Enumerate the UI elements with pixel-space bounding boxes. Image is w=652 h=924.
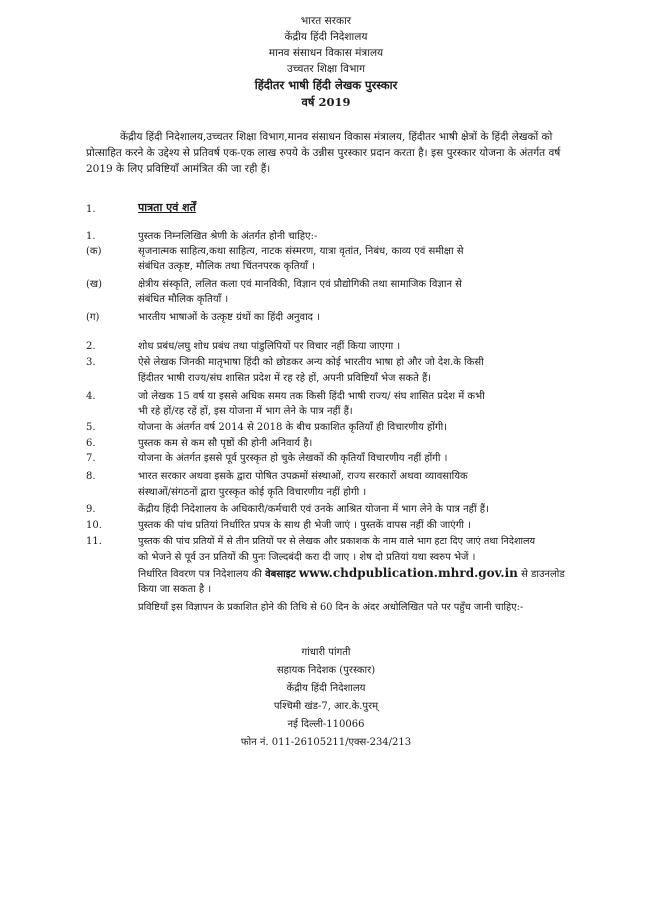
item-text: पुस्तक कम से कम सौ पृष्ठों की होनी अनिवार्य है। [138, 438, 313, 449]
download-pre: निर्धारित विवरण पत्र निदेशालय की [138, 569, 262, 580]
phone-number: फोन नं. 011-26105211/एक्स-234/213 [240, 737, 412, 748]
item-number: 6. [86, 438, 96, 449]
item-text: संबंधित मौलिक कृतियाँ । [138, 294, 229, 305]
item-number: 4. [86, 391, 96, 402]
item-text: संस्थाओं/संगठनों द्वारा पुरस्कृत कोई कृति विचारणीय नहीं होगी । [138, 487, 367, 498]
item-number: (क) [86, 246, 102, 257]
website-url[interactable]: www.chdpublication.mhrd.gov.in [298, 566, 518, 580]
item-text: योजना के अंतर्गत वर्ष 2014 से 2018 के बीच प्रकाशित कृतियाँ ही विचारणीय होंगी। [138, 422, 447, 433]
item-text: जो लेखक 15 वर्ष या इससे अधिक समय तक किसी हिंदी भाषी राज्य/ संघ शासित प्रदेश में कभी [138, 391, 485, 402]
item-text: केंद्रीय हिंदी निदेशालय के अधिकारी/कर्मचारी एवं उनके आश्रित योजना में भाग लेने के पात्र नहीं हैं। [138, 504, 489, 515]
award-title: हिंदीतर भाषी हिंदी लेखक पुरस्कार [254, 78, 398, 92]
office-name: केंद्रीय हिंदी निदेशालय [286, 683, 366, 694]
item-number: 11. [86, 536, 102, 547]
item-text: संबंधित उत्कृष्ट, मौलिक तथा चिंतनपरक कृतियाँ । [138, 261, 315, 272]
item-text: भारतीय भाषाओं के उत्कृष्ट ग्रंथों का हिंदी अनुवाद । [138, 312, 320, 323]
item-text: भारत सरकार अथवा इसके द्वारा पोषित उपक्रमों संस्थाओं, राज्य सरकारों अथवा व्यावसायिक [138, 471, 468, 482]
item-number: 2. [86, 341, 96, 352]
item-text: भी रहे हों/रह रहें हों, इस योजना में भाग लेने के पात्र नहीं हैं। [138, 406, 353, 417]
item-number: 1. [86, 231, 96, 242]
header-department: उच्चतर शिक्षा विभाग [286, 63, 365, 75]
item-number: 9. [86, 504, 96, 515]
item-text: योजना के अंतर्गत इससे पूर्व पुरस्कृत हो चुके लेखकों की कृतियाँ विचारणीय नहीं होंगी । [138, 453, 448, 464]
item-text: शोध प्रबंध/लघु शोध प्रबंध तथा पांडुलिपियों पर विचार नहीं किया जाएगा । [138, 341, 401, 352]
website-label: वेबसाइट [265, 569, 296, 580]
deadline-text: प्रविष्टियाँ इस विज्ञापन के प्रकाशित होने की तिथि से 60 दिन के अंदर अधोलिखित पते पर पहुँच जानी चाहिए:- [138, 602, 524, 613]
item-number: (ख) [86, 279, 102, 290]
award-year: वर्ष 2019 [301, 95, 351, 109]
header-govt: भारत सरकार [300, 15, 352, 27]
download-line-2: किया जा सकता है । [138, 584, 212, 595]
header-directorate: केंद्रीय हिंदी निदेशालय [284, 31, 368, 43]
item-number: 8. [86, 471, 96, 482]
address-line-2: नई दिल्ली-110066 [287, 719, 365, 730]
download-post: से डाउनलोड [521, 569, 565, 580]
intro-line-2: प्रोत्साहित करने के उद्देश्य से प्रतिवर्ष एक-एक लाख रुपये के उन्नीस पुरस्कार प्रदान करता है। इस पुरस्कार योजना के अंतर्गत वर्ष [86, 147, 561, 159]
item-text: पुस्तक की पांच प्रतियां निर्धारित प्रपत्र के साथ ही भेजी जाएं । पुस्तकें वापस नहीं की जाएंगी । [138, 520, 471, 531]
header-ministry: मानव संसाधन विकास मंत्रालय [268, 47, 384, 59]
item-text: ऐसे लेखक जिनकी मातृभाषा हिंदी को छोडकर अन्य कोई भारतीय भाषा हो और जो देश.के किसी [138, 357, 484, 368]
address-line-1: पश्चिमी खंड-7, आर.के.पुरम् [273, 701, 379, 712]
item-number: 10. [86, 520, 102, 531]
item-text: पुस्तक निम्नलिखित श्रेणी के अंतर्गत होनी चाहिए:- [138, 231, 318, 242]
section-title: पात्रता एवं शर्तें [138, 201, 196, 214]
intro-line-1: केंद्रीय हिंदी निदेशालय,उच्चतर शिक्षा विभाग,मानव संसाधन विकास मंत्रालय, हिंदीतर भाषी क्षेत्रों के हिंदी लेखकों को [120, 131, 553, 143]
item-text: सृजनात्मक साहित्य,कथा साहित्य, नाटक संस्मरण, यात्रा वृतांत, निबंध, काव्य एवं समीक्षा से [138, 246, 464, 257]
download-line [138, 566, 628, 582]
intro-line-3: 2019 के लिए प्रविष्टियाँ आमंत्रित की जा रही हैं। [86, 163, 271, 175]
item-text: को भेजने से पूर्व उन प्रतियों की पुनः जिल्दबंदी करा दी जाए । शेष दो प्रतियां यथा स्वरुप भेजें । [138, 552, 476, 563]
item-text: हिंदीतर भाषी राज्य/संघ शासित प्रदेश में रह रहे हों, अपनी प्रविष्टियाँ भेज सकते हैं। [138, 373, 432, 384]
item-text: पुस्तक की पांच प्रतियों में से तीन प्रतियों पर से लेखक और प्रकाशक के नाम वाले भाग हटा दिए जाएं तथा निदेशालय [138, 536, 536, 547]
section-number: 1. [86, 204, 96, 215]
item-number: 5. [86, 422, 96, 433]
item-text: क्षेत्रीय संस्कृति, ललित कला एवं मानविकी, विज्ञान एवं प्रौद्योगिकी तथा सामाजिक विज्ञान से [138, 279, 462, 290]
item-number: 7. [86, 453, 96, 464]
officer-designation: सहायक निदेशक (पुरस्कार) [276, 665, 376, 676]
officer-name: गांधारी पांगती [301, 647, 351, 658]
item-number: (ग) [86, 312, 100, 323]
item-number: 3. [86, 357, 96, 368]
